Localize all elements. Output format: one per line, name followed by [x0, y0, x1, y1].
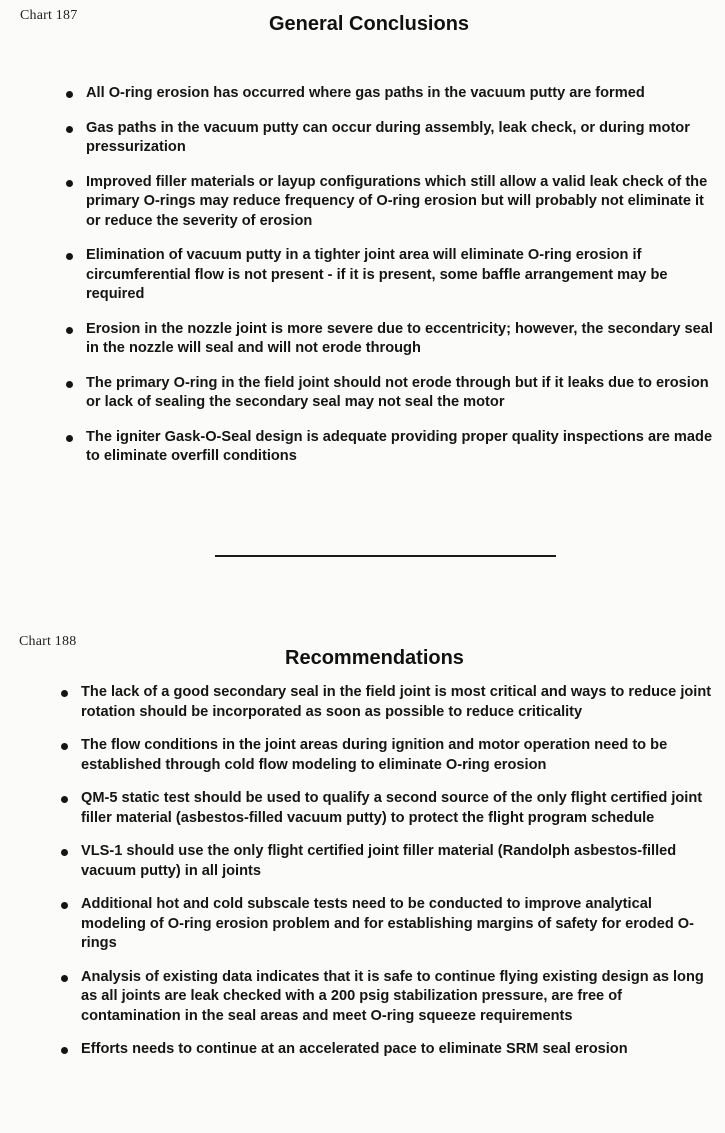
- list-item: [64, 374, 716, 413]
- bullet-icon: [61, 690, 68, 697]
- bullet-icon: [66, 435, 73, 442]
- list-item: [59, 895, 719, 954]
- list-item: [59, 683, 719, 722]
- bullet-icon: [61, 743, 68, 750]
- section-title-recommendations: Recommendations: [285, 647, 464, 669]
- bullet-icon: [66, 381, 73, 388]
- list-item-text: The flow conditions in the joint areas during ignition and motor operation need to be established through cold flow modeling to eliminate O-ring erosion: [81, 737, 668, 773]
- chart-label: Chart 187: [20, 8, 78, 23]
- bullet-icon: [61, 1047, 68, 1054]
- list-item: [59, 789, 719, 828]
- bullet-icon: [61, 975, 68, 982]
- list-item: [59, 842, 719, 881]
- list-item: [59, 968, 719, 1027]
- bullet-icon: [66, 126, 73, 133]
- list-item-text: All O-ring erosion has occurred where gas paths in the vacuum putty are formed: [86, 85, 645, 101]
- list-item: [64, 320, 716, 359]
- chart-label: Chart 188: [19, 634, 77, 649]
- list-item: [64, 173, 716, 232]
- list-item: [64, 246, 716, 305]
- bullet-icon: [61, 849, 68, 856]
- bullet-icon: [61, 902, 68, 909]
- list-item-text: Efforts needs to continue at an accelerated pace to eliminate SRM seal erosion: [81, 1041, 628, 1057]
- list-item-text: VLS-1 should use the only flight certified joint filler material (Randolph asbestos-filled vacuum putty) in all joints: [81, 843, 677, 879]
- list-item-text: QM-5 static test should be used to qualify a second source of the only flight certified joint filler material (asbestos-filled vacuum putty) to protect the flight program schedule: [81, 790, 703, 826]
- bullet-icon: [61, 796, 68, 803]
- list-item-text: Erosion in the nozzle joint is more severe due to eccentricity; however, the secondary seal in the nozzle will seal and will not erode through: [86, 320, 713, 356]
- list-item: [64, 84, 716, 104]
- list-item: [59, 1040, 719, 1060]
- conclusions-list: [64, 84, 716, 482]
- list-item: [59, 736, 719, 775]
- section-title-general-conclusions: General Conclusions: [269, 13, 470, 35]
- list-item: [64, 119, 716, 158]
- list-item-text: Improved filler materials or layup configurations which still allow a valid leak check of the primary O-rings may reduce frequency of O-ring erosion but will probably not eliminate it or reduce the severity of erosion: [86, 173, 708, 229]
- bullet-icon: [66, 91, 73, 98]
- list-item-text: Gas paths in the vacuum putty can occur during assembly, leak check, or during motor pressurization: [86, 119, 690, 155]
- list-item-text: The igniter Gask-O-Seal design is adequate providing proper quality inspections are made to eliminate overfill conditions: [86, 428, 713, 464]
- list-item-text: Analysis of existing data indicates that it is safe to continue flying existing design as long as all joints are leak checked with a 200 psig stabilization pressure, are free of contamination in the seal areas and meet O-ring squeeze requirements: [81, 968, 704, 1024]
- bullet-icon: [66, 180, 73, 187]
- list-item-text: The primary O-ring in the field joint should not erode through but if it leaks due to erosion or lack of sealing the secondary seal may not seal the motor: [86, 374, 709, 410]
- list-item-text: The lack of a good secondary seal in the field joint is most critical and ways to reduce joint rotation should be incorporated as soon as possible to reduce criticality: [81, 684, 712, 720]
- list-item-text: Elimination of vacuum putty in a tighter joint area will eliminate O-ring erosion if circumferential flow is not present - if it is present, some baffle arrangement may be required: [86, 247, 668, 302]
- list-item: [64, 428, 716, 467]
- bullet-icon: [66, 253, 73, 260]
- recommendations-list: [59, 683, 719, 1074]
- bullet-icon: [66, 327, 73, 334]
- section-divider: [215, 555, 556, 557]
- list-item-text: Additional hot and cold subscale tests need to be conducted to improve analytical modeling of O-ring erosion problem and for establishing margins of safety for eroded O-rings: [81, 896, 694, 951]
